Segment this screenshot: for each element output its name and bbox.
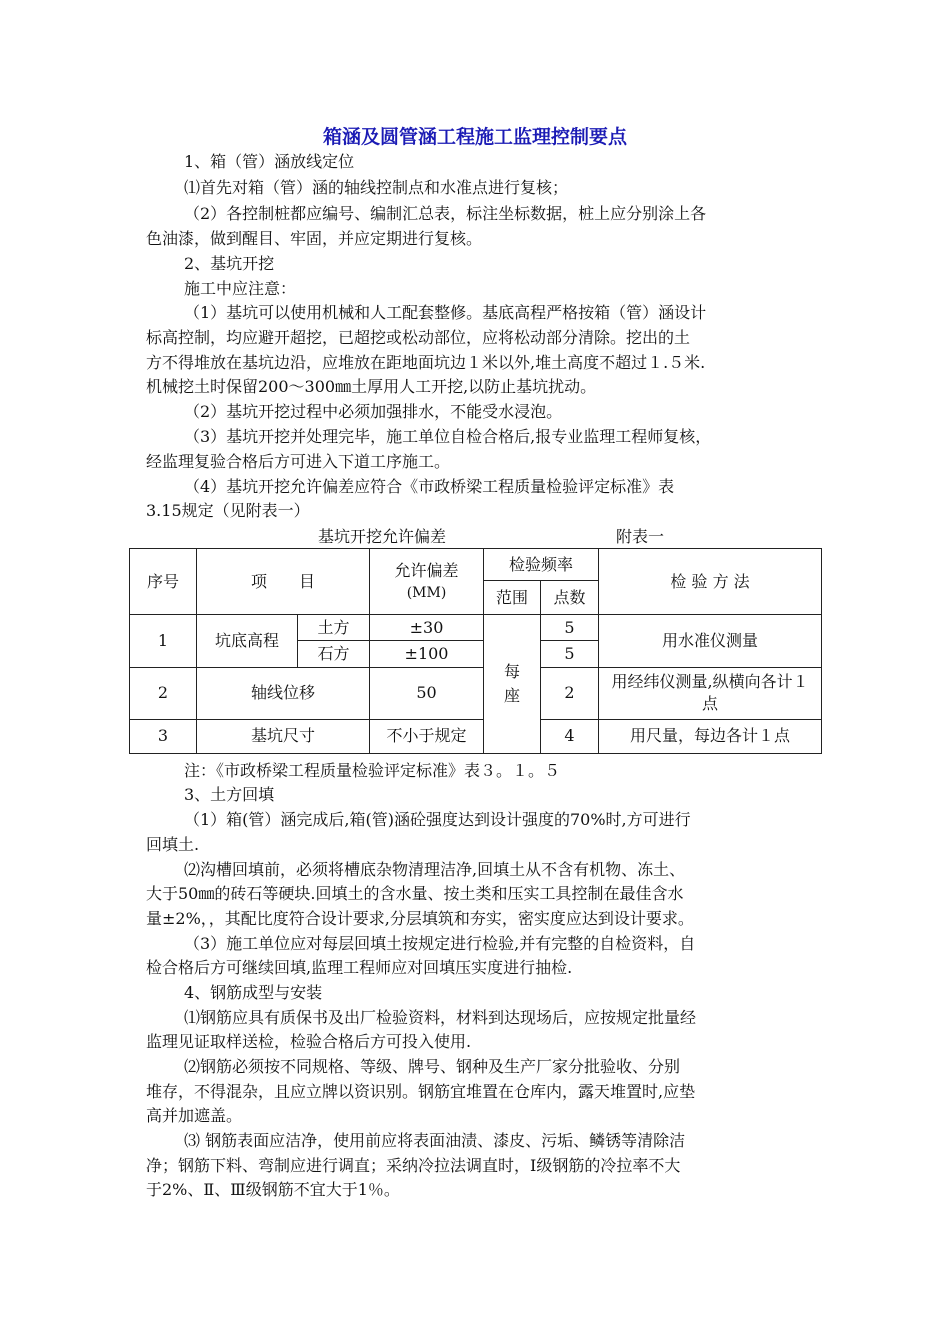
- body-line: 施工中应注意：: [184, 279, 297, 298]
- body-line: 量±2%，，其配比度符合设计要求,分层填筑和夯实，密实度应达到设计要求。: [146, 909, 694, 928]
- row1-item: 坑底高程: [197, 615, 298, 667]
- table-caption: 基坑开挖允许偏差: [318, 527, 447, 546]
- row3-pts: 4: [541, 719, 599, 753]
- row3-item: 基坑尺寸: [197, 719, 370, 753]
- row2-seq: 2: [130, 667, 197, 719]
- row1-sub1: 土方: [298, 615, 370, 641]
- body-line: 检合格后方可继续回填,监理工程师应对回填压实度进行抽检.: [146, 958, 573, 977]
- row1-sub2: 石方: [298, 641, 370, 667]
- row3-seq: 3: [130, 719, 197, 753]
- row1-method: 用水准仪测量: [599, 615, 822, 667]
- tolerance-table: [129, 548, 822, 754]
- header-tolerance: [370, 549, 484, 615]
- row2-pts: 2: [541, 667, 599, 719]
- body-line: 1、箱（管）涵放线定位: [184, 152, 355, 171]
- body-line: 于2%、Ⅱ、Ⅲ级钢筋不宜大于1％。: [146, 1180, 400, 1199]
- document-title: 箱涵及圆管涵工程施工监理控制要点: [322, 126, 627, 148]
- body-line: （2）基坑开挖过程中必须加强排水，不能受水浸泡。: [184, 402, 563, 421]
- row3-method: 用尺量，每边各计１点: [599, 719, 822, 753]
- body-line: 大于50㎜的砖石等硬块.回填土的含水量、按土类和压实工具控制在最佳含水: [146, 884, 684, 903]
- row1-tol2: ±100: [370, 641, 484, 667]
- header-frequency: 检验频率: [484, 549, 599, 581]
- body-line: （4）基坑开挖允许偏差应符合《市政桥梁工程质量检验评定标准》表: [184, 477, 675, 496]
- body-line: 标高控制，均应避开超挖，已超挖或松动部位，应将松动部分清除。挖出的土: [146, 328, 691, 347]
- row2-tol: 50: [370, 667, 484, 719]
- row1-pts2: 5: [541, 641, 599, 667]
- row2-item: 轴线位移: [197, 667, 370, 719]
- row3-tol: 不小于规定: [370, 719, 484, 753]
- body-line: ⑴钢筋应具有质保书及出厂检验资料，材料到达现场后，应按规定批量经: [184, 1008, 697, 1027]
- body-line: （1）箱(管）涵完成后,箱(管)涵砼强度达到设计强度的70%时,方可进行: [184, 810, 691, 829]
- body-line: （1）基坑可以使用机械和人工配套整修。基底高程严格按箱（管）涵设计: [184, 303, 707, 322]
- body-line: 经监理复验合格后方可进入下道工序施工。: [146, 452, 451, 471]
- header-item: 项 目: [197, 549, 370, 615]
- body-line: ⑵沟槽回填前，必须将槽底杂物清理洁净,回填土从不含有机物、冻土、: [184, 860, 686, 879]
- row1-seq: 1: [130, 615, 197, 667]
- body-line: 堆存，不得混杂，且应立牌以资识别。钢筋宜堆置在仓库内，露天堆置时,应垫: [146, 1082, 696, 1101]
- body-line: 净；钢筋下料、弯制应进行调直；采纳冷拉法调直时，Ⅰ级钢筋的冷拉率不大: [146, 1156, 681, 1175]
- body-line: 监理见证取样送检，检验合格后方可投入使用.: [146, 1032, 472, 1051]
- body-line: ⑴首先对箱（管）涵的轴线控制点和水准点进行复核；: [184, 178, 569, 197]
- body-line: 3.15规定（见附表一）: [146, 501, 310, 520]
- header-tolerance-label: 允许偏差: [394, 560, 459, 580]
- body-line: ⑵钢筋必须按不同规格、等级、牌号、钢种及生产厂家分批验收、分别: [184, 1057, 681, 1076]
- body-line: 注：《市政桥梁工程质量检验评定标准》表３。１。５: [184, 761, 561, 780]
- header-points: 点数: [541, 581, 599, 615]
- body-line: 回填土.: [146, 835, 200, 854]
- body-line: 方不得堆放在基坑边沿，应堆放在距地面坑边１米以外,堆土高度不超过１.５米.: [146, 353, 706, 372]
- row2-method: 用经纬仪测量,纵横向各计１点: [599, 667, 822, 719]
- range-cell: 每座: [484, 615, 541, 754]
- body-line: （3）施工单位应对每层回填土按规定进行检验,并有完整的自检资料，自: [184, 934, 696, 953]
- body-line: （3）基坑开挖并处理完毕，施工单位自检合格后,报专业监理工程师复核，: [184, 427, 712, 446]
- header-tolerance-unit: (MM): [406, 584, 447, 601]
- body-line: 色油漆，做到醒目、牢固，并应定期进行复核。: [146, 229, 483, 248]
- body-line: 2、基坑开挖: [184, 254, 275, 273]
- header-range: 范围: [484, 581, 541, 615]
- header-method: 检 验 方 法: [599, 549, 822, 615]
- row1-pts1: 5: [541, 615, 599, 641]
- body-line: ⑶ 钢筋表面应洁净，使用前应将表面油渍、漆皮、污垢、鳞锈等清除洁: [184, 1131, 686, 1150]
- body-line: （2）各控制桩都应编号、编制汇总表，标注坐标数据，桩上应分别涂上各: [184, 204, 707, 223]
- header-seq: 序号: [130, 549, 197, 615]
- body-line: 机械挖土时保留200～300㎜土厚用人工开挖,以防止基坑扰动。: [146, 377, 597, 396]
- row1-tol1: ±30: [370, 615, 484, 641]
- body-line: 4、钢筋成型与安装: [184, 983, 323, 1002]
- body-line: 高并加遮盖。: [146, 1106, 243, 1125]
- table-annex-label: 附表一: [616, 527, 665, 546]
- body-line: 3、土方回填: [184, 785, 275, 804]
